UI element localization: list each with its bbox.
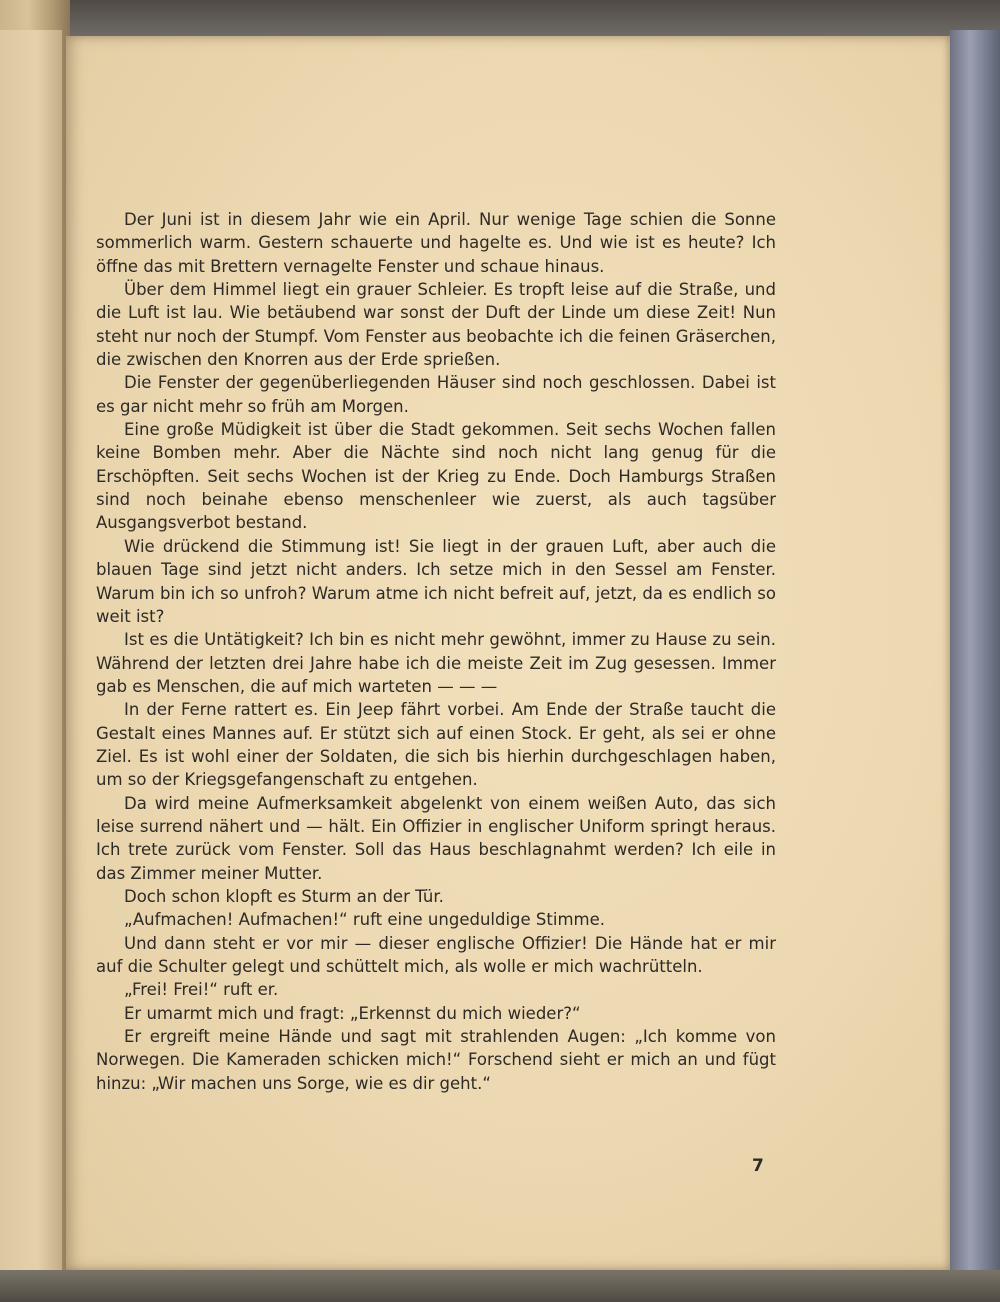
book-cover-edge <box>950 30 1000 1280</box>
page-text <box>96 208 776 1095</box>
book-top-edge <box>0 0 1000 36</box>
left-page-edge <box>0 30 62 1270</box>
paragraph: Ist es die Untätigkeit? Ich bin es nicht mehr gewöhnt, immer zu Hause zu sein. Während der letzten drei Jahre habe ich die meiste Zeit im Zug gesessen. Immer gab es Menschen, die auf mich warteten — — — <box>96 630 776 696</box>
paragraph: „Aufmachen! Aufmachen!“ ruft eine ungeduldige Stimme. <box>124 910 605 930</box>
paragraph: In der Ferne rattert es. Ein Jeep fährt vorbei. Am Ende der Straße taucht die Gestalt eines Mannes auf. Er stützt sich auf einen Stock. Er geht, als sei er ohne Ziel. Es ist wohl einer der Soldaten, die sich bis hierhin durchgeschlagen haben, um so der Kriegsgefangenschaft zu entgehen. <box>96 700 776 790</box>
paragraph: Doch schon klopft es Sturm an der Tür. <box>124 886 444 906</box>
paragraph: Die Fenster der gegenüberliegenden Häuser sind noch geschlossen. Dabei ist es gar nicht mehr so früh am Morgen. <box>96 373 776 416</box>
paragraph: Und dann steht er vor mir — dieser englische Offizier! Die Hände hat er mir auf die Schulter gelegt und schüttelt mich, als wolle er mich wachrütteln. <box>96 933 776 976</box>
book-bottom-edge <box>0 1270 1000 1302</box>
paragraph: Der Juni ist in diesem Jahr wie ein April. Nur wenige Tage schien die Sonne sommerlich warm. Gestern schauerte und hagelte es. Und wie ist es heute? Ich öffne das mit Brettern vernagelte Fenster und schaue hinaus. <box>96 210 776 276</box>
paragraph: Wie drückend die Stimmung ist! Sie liegt in der grauen Luft, aber auch die blauen Tage sind jetzt nicht anders. Ich setze mich in den Sessel am Fenster. Warum bin ich so unfroh? Warum atme ich nicht befreit auf, jetzt, da es endlich so weit ist? <box>96 536 776 626</box>
page-number: 7 <box>752 1156 764 1176</box>
paragraph: „Frei! Frei!“ ruft er. <box>124 980 279 1000</box>
paragraph: Da wird meine Aufmerksamkeit abgelenkt von einem weißen Auto, das sich leise surrend nähert und — hält. Ein Offizier in englischer Uniform springt heraus. Ich trete zurück vom Fenster. Soll das Haus beschlagnahmt werden? Ich eile in das Zimmer meiner Mutter. <box>96 793 776 883</box>
paragraph: Er umarmt mich und fragt: „Erkennst du mich wieder?“ <box>124 1003 581 1023</box>
paragraph: Über dem Himmel liegt ein grauer Schleier. Es tropft leise auf die Straße, und die Luft ist lau. Wie betäubend war sonst der Duft der Linde um diese Zeit! Nun steht nur noch der Stumpf. Vom Fenster aus beobachte ich die feinen Gräserchen, die zwischen den Knorren aus der Erde sprießen. <box>96 280 776 370</box>
paragraph: Er ergreift meine Hände und sagt mit strahlenden Augen: „Ich komme von Norwegen. Die Kameraden schicken mich!“ Forschend sieht er mich an und fügt hinzu: „Wir machen uns Sorge, wie es dir geht.“ <box>96 1027 776 1093</box>
paragraph: Eine große Müdigkeit ist über die Stadt gekommen. Seit sechs Wochen fallen keine Bomben mehr. Aber die Nächte sind noch nicht lang genug für die Erschöpften. Seit sechs Wochen ist der Krieg zu Ende. Doch Hamburgs Straßen sind noch beinahe ebenso menschenleer wie zuerst, als auch tagsüber Ausgangsverbot bestand. <box>96 420 776 533</box>
